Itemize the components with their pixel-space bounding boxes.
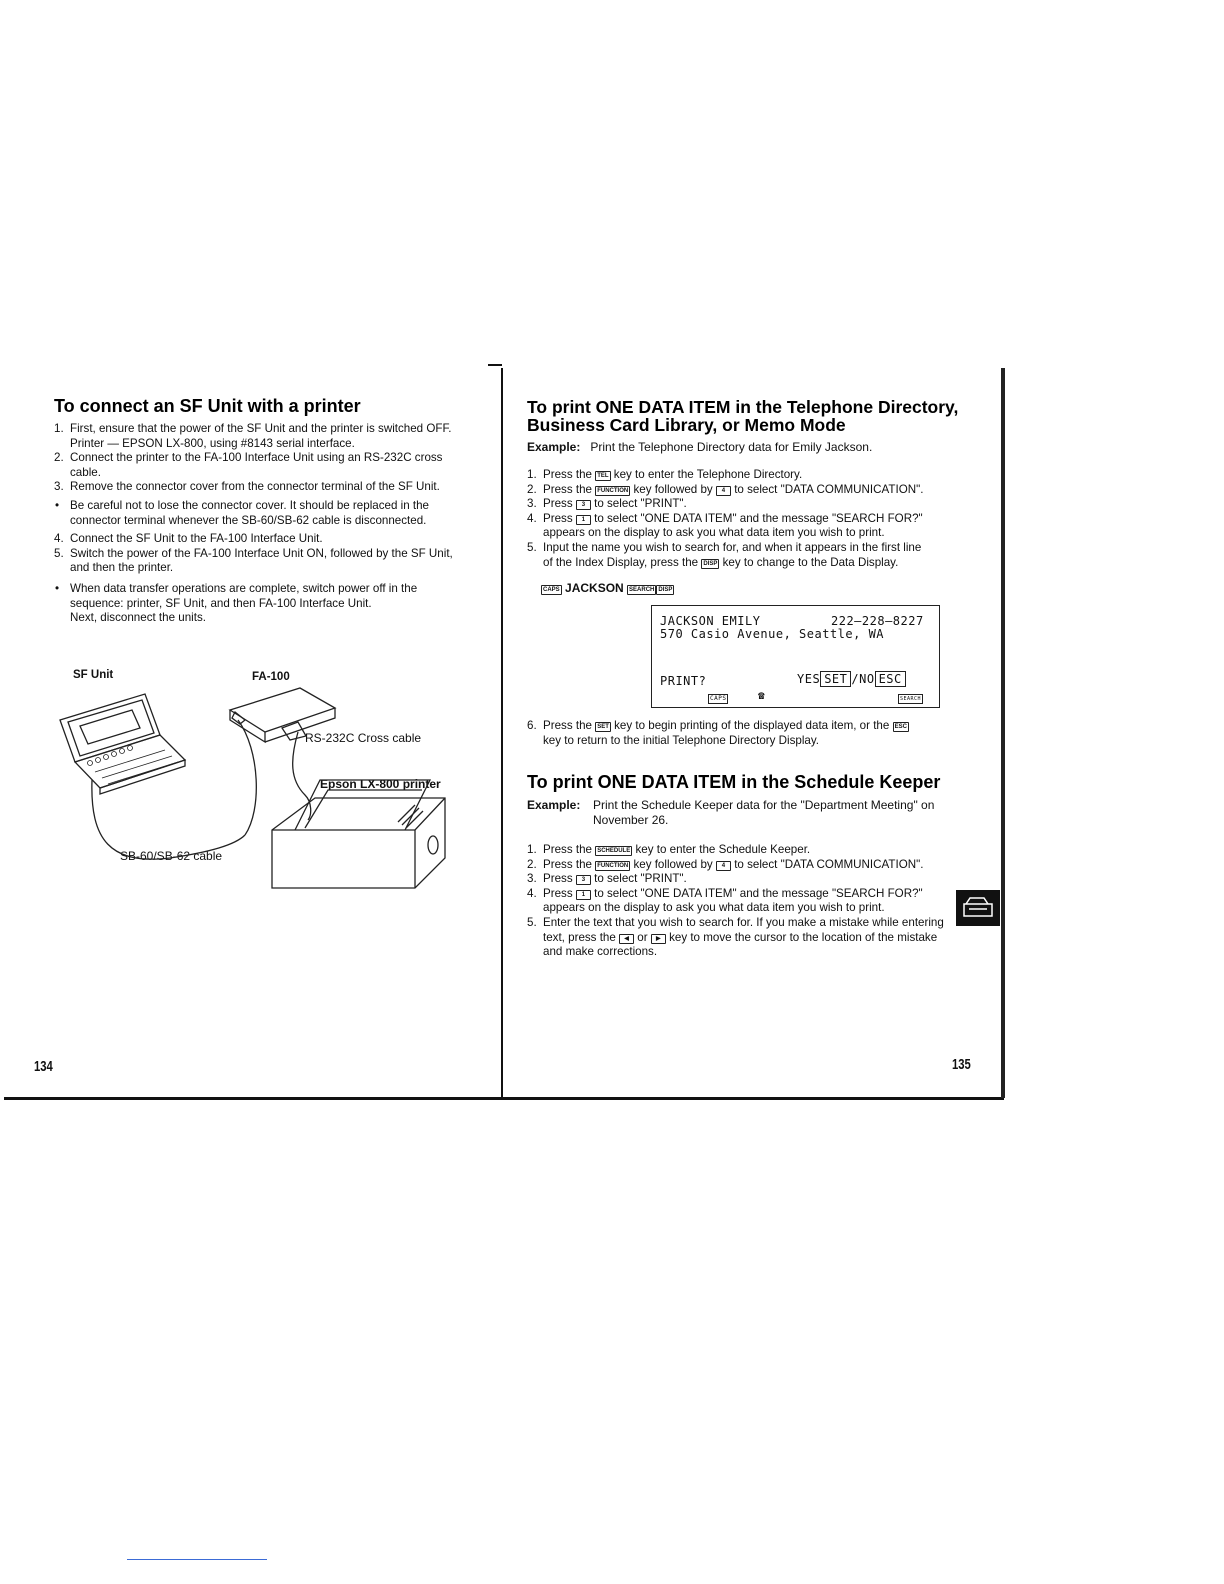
caps-key: CAPS — [543, 587, 560, 593]
list-item: 3. Press 3 to select "PRINT". — [527, 872, 687, 886]
example-2-text: Print the Schedule Keeper data for the "Department Meeting" on November 26. — [593, 798, 935, 827]
label-fa100: FA-100 — [252, 671, 290, 683]
lcd-set-box: SET — [820, 671, 851, 687]
lcd-search-indicator: SEARCH — [900, 696, 922, 702]
esc-key: ESC — [894, 724, 907, 730]
left-steps — [54, 422, 474, 626]
left-arrow-key: ◀ — [619, 934, 634, 944]
divider-tick — [488, 364, 502, 366]
list-item: 4. Press 1 to select "ONE DATA ITEM" and the message "SEARCH FOR?" appears on the display to ask you what data item you wish to print. — [527, 886, 923, 915]
bottom-rule — [4, 1097, 1004, 1100]
label-printer: Epson LX-800 printer — [320, 777, 441, 791]
schedule-key: SCHEDULE — [597, 848, 631, 854]
list-item: 2. Connect the printer to the FA-100 Interface Unit using an RS-232C cross cable. — [54, 451, 443, 479]
phone-icon: ☎ — [758, 689, 766, 702]
list-item: 2. Press the FUNCTION key followed by 4 to select "DATA COMMUNICATION". — [527, 857, 924, 871]
three-key: 3 — [576, 500, 591, 510]
list-item: 1. First, ensure that the power of the SF Unit and the printer is switched OFF. Printer — EPSON LX-800, using #8143 serial interface. — [54, 422, 452, 450]
lcd-print-prompt: PRINT? — [660, 674, 707, 688]
label-rs232c: RS-232C Cross cable — [305, 731, 422, 745]
printer-tab — [956, 890, 1000, 926]
label-sf-unit: SF Unit — [73, 669, 114, 681]
list-item: 2. Press the FUNCTION key followed by 4 to select "DATA COMMUNICATION". — [527, 482, 924, 496]
list-item: 1. Press the TEL key to enter the Telephone Directory. — [527, 468, 803, 481]
right-step-6 — [527, 719, 947, 748]
lcd-yes-no: YES SET /NO ESC — [797, 672, 906, 686]
function-key: FUNCTION — [597, 487, 629, 494]
input-name: JACKSON — [565, 581, 624, 595]
printer-device — [272, 780, 445, 888]
tel-key: TEL — [597, 473, 609, 479]
right-arrow-key: ▶ — [651, 934, 666, 944]
right-steps-1 — [527, 468, 947, 570]
list-item: 5. Enter the text that you wish to search for. If you make a mistake while entering text, press the ◀ or ▶ key to move the cursor to the location of the mistake and make corrections. — [527, 915, 944, 959]
note-bullet: • When data transfer operations are complete, switch power off in the sequence: printer, SF Unit, and then FA-100 Interface Unit. Next, disconnect the units. — [55, 581, 418, 625]
set-key: SET — [597, 724, 609, 730]
list-item: 4. Press 1 to select "ONE DATA ITEM" and the message "SEARCH FOR?" appears on the display to ask you what data item you wish to print. — [527, 511, 923, 540]
right-title-line1: To print ONE DATA ITEM in the Telephone Directory, — [527, 397, 959, 417]
list-item: 3. Remove the connector cover from the connector terminal of the SF Unit. — [54, 480, 440, 494]
disp-key: DISP — [703, 560, 718, 567]
schedule-title: To print ONE DATA ITEM in the Schedule Keeper — [527, 772, 941, 792]
example-1: Example: Print the Telephone Directory data for Emily Jackson. — [527, 440, 873, 454]
right-edge — [1001, 368, 1005, 1098]
list-item: 4. Connect the SF Unit to the FA-100 Interface Unit. — [54, 532, 323, 546]
right-title-line2: Business Card Library, or Memo Mode — [527, 415, 846, 435]
lcd-display — [651, 605, 940, 708]
four-key: 4 — [716, 486, 731, 496]
one-key: 1 — [576, 890, 591, 900]
note-bullet: • Be careful not to lose the connector cover. It should be replaced in the connector terminal whenever the SB-60/SB-62 cable is disconnected. — [55, 498, 429, 527]
disp-key: DISP — [658, 587, 673, 593]
label-cable: SB-60/SB-62 cable — [120, 849, 223, 863]
lcd-caps-indicator: CAPS — [710, 695, 727, 702]
four-key: 4 — [716, 861, 731, 871]
sb-cable — [92, 780, 245, 859]
list-item: 5. Input the name you wish to search for, and when it appears in the first line of the Index Display, press the DISP key to change to the Data Display. — [527, 540, 922, 569]
three-key: 3 — [576, 875, 591, 885]
list-item: 5. Switch the power of the FA-100 Interface Unit ON, followed by the SF Unit, and then the printer. — [54, 546, 453, 575]
sf-unit-device — [60, 694, 185, 794]
list-item: 3. Press 3 to select "PRINT". — [527, 497, 687, 511]
lcd-name: JACKSON EMILY — [660, 614, 761, 628]
page-number-left: 134 — [34, 1058, 53, 1075]
example-2: Example: — [527, 798, 581, 812]
right-steps-2 — [527, 843, 947, 960]
list-item: 1. Press the SCHEDULE key to enter the Schedule Keeper. — [527, 843, 811, 856]
connection-diagram — [50, 680, 460, 895]
lcd-address: 570 Casio Avenue, Seattle, WA — [660, 627, 885, 641]
lcd-phone: 222–228–8227 — [831, 614, 924, 628]
key-sequence — [541, 581, 674, 595]
center-divider — [501, 368, 503, 1100]
lcd-esc-box: ESC — [875, 671, 906, 687]
search-key: SEARCH — [629, 587, 655, 593]
left-page-title: To connect an SF Unit with a printer — [54, 396, 361, 416]
page-number-right: 135 — [952, 1056, 971, 1073]
one-key: 1 — [576, 515, 591, 525]
function-key: FUNCTION — [597, 862, 629, 869]
printer-icon — [956, 890, 1000, 926]
list-item: 6. Press the SET key to begin printing of the displayed data item, or the ESC key to return to the initial Telephone Directory Display. — [527, 719, 907, 747]
link-underline — [127, 1559, 267, 1560]
